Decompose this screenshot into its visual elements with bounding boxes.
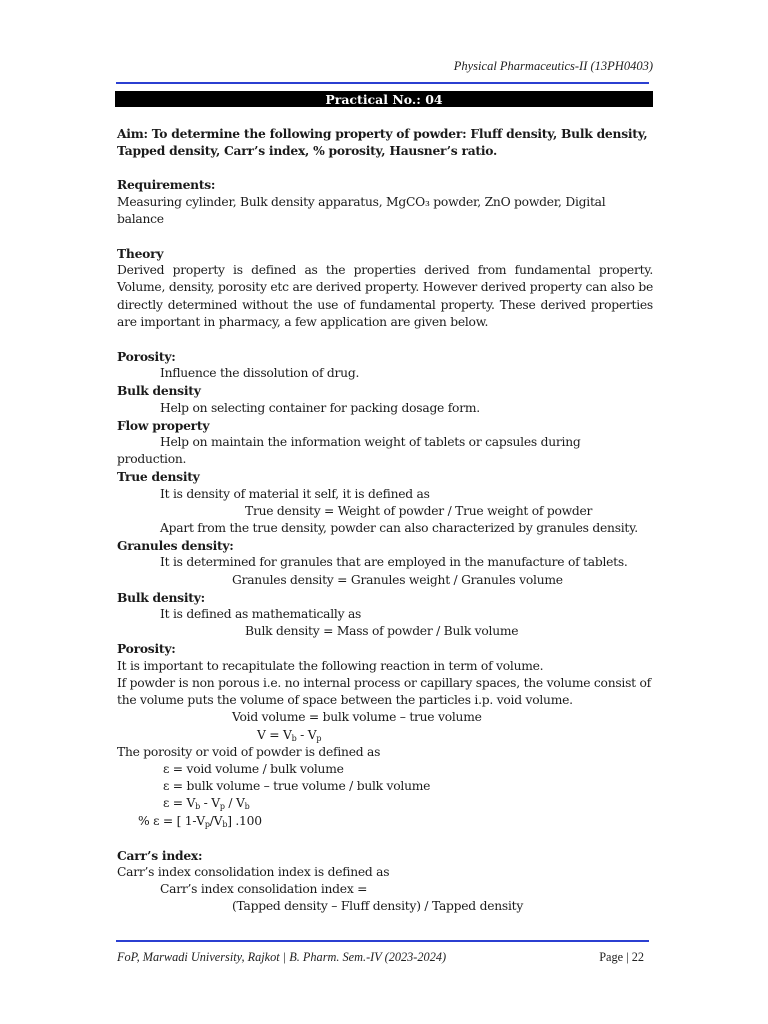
header-course-title: Physical Pharmaceutics-II (13PH0403) [453,59,653,73]
aim-text: Aim: To determine the following property of powder: Fluff density, Bulk density, Tapped density, Carr’s index, % porosity, Hausner’s ratio. [117,126,648,159]
porosity-eq-2: ε = bulk volume – true volume / bulk volume [163,779,431,794]
true-density-text-2: Apart from the true density, powder can also characterized by granules density. [160,521,638,536]
requirements-heading: Requirements: [117,177,216,193]
porosity-heading: Porosity: [117,641,176,657]
granules-heading: Granules density: [117,538,234,554]
void-volume-formula: Void volume = bulk volume – true volume [232,710,482,725]
porosity-definition: The porosity or void of powder is defined as [117,744,381,759]
carr-index-line-2: Carr’s index consolidation index = [160,882,368,897]
true-density-heading: True density [117,469,200,485]
porosity-line-2: If powder is non porous i.e. no internal process or capillary spaces, the volume consist of the volume puts the volume of space between the particles i.p. void volume. [117,675,651,708]
granules-formula: Granules density = Granules weight / Granules volume [232,572,563,587]
bulk-app-heading: Bulk density [117,383,201,399]
flow-app-text-1: Help on maintain the information weight of tablets or capsules during [160,435,581,450]
bulk-density-heading: Bulk density: [117,589,205,605]
porosity-app-text: Influence the dissolution of drug. [160,366,360,381]
v-formula: $V = V_b - V_p$ [257,727,322,743]
porosity-eq-4: % ε = [ $1-V_p/V_b$] .100 [138,813,262,829]
carr-index-line-1: Carr’s index consolidation index is defined as [117,864,390,879]
footer-institution: FoP, Marwadi University, Rajkot | B. Pharm. Sem.-IV (2023-2024) [117,950,447,964]
footer-rule [116,940,649,942]
porosity-eq-3: $\varepsilon = V_b - V_p / V_b$ [163,796,250,812]
carr-index-formula: (Tapped density – Fluff density) / Tapped density [232,899,524,914]
theory-heading: Theory [117,246,164,262]
page-number: Page | 22 [599,950,644,964]
practical-banner: Practical No.: 04 [115,91,653,107]
theory-text: Derived property is defined as the properties derived from fundamental property. Volume, density, porosity etc are derived property. However derived property can also be directly determined without the use of fundamental property. These derived properties are important in pharmacy, a few application are given below. [117,263,653,329]
document-body [117,125,653,916]
bulk-app-text: Help on selecting container for packing dosage form. [160,400,480,415]
header-rule [116,82,649,84]
porosity-eq-1: ε = void volume / bulk volume [163,761,344,776]
true-density-formula: True density = Weight of powder / True weight of powder [245,503,593,518]
porosity-app-heading: Porosity: [117,349,176,365]
bulk-density-text: It is defined as mathematically as [160,607,362,622]
carr-index-heading: Carr’s index: [117,847,203,863]
requirements-text: Measuring cylinder, Bulk density apparatus, MgCO₃ powder, ZnO powder, Digital balance [117,194,606,226]
granules-text: It is determined for granules that are employed in the manufacture of tablets. [160,555,628,570]
true-density-text: It is density of material it self, it is defined as [160,486,430,501]
flow-app-text-2: production. [117,452,187,467]
flow-app-heading: Flow property [117,417,210,433]
bulk-density-formula: Bulk density = Mass of powder / Bulk volume [245,624,519,639]
porosity-line-1: It is important to recapitulate the following reaction in term of volume. [117,658,544,673]
